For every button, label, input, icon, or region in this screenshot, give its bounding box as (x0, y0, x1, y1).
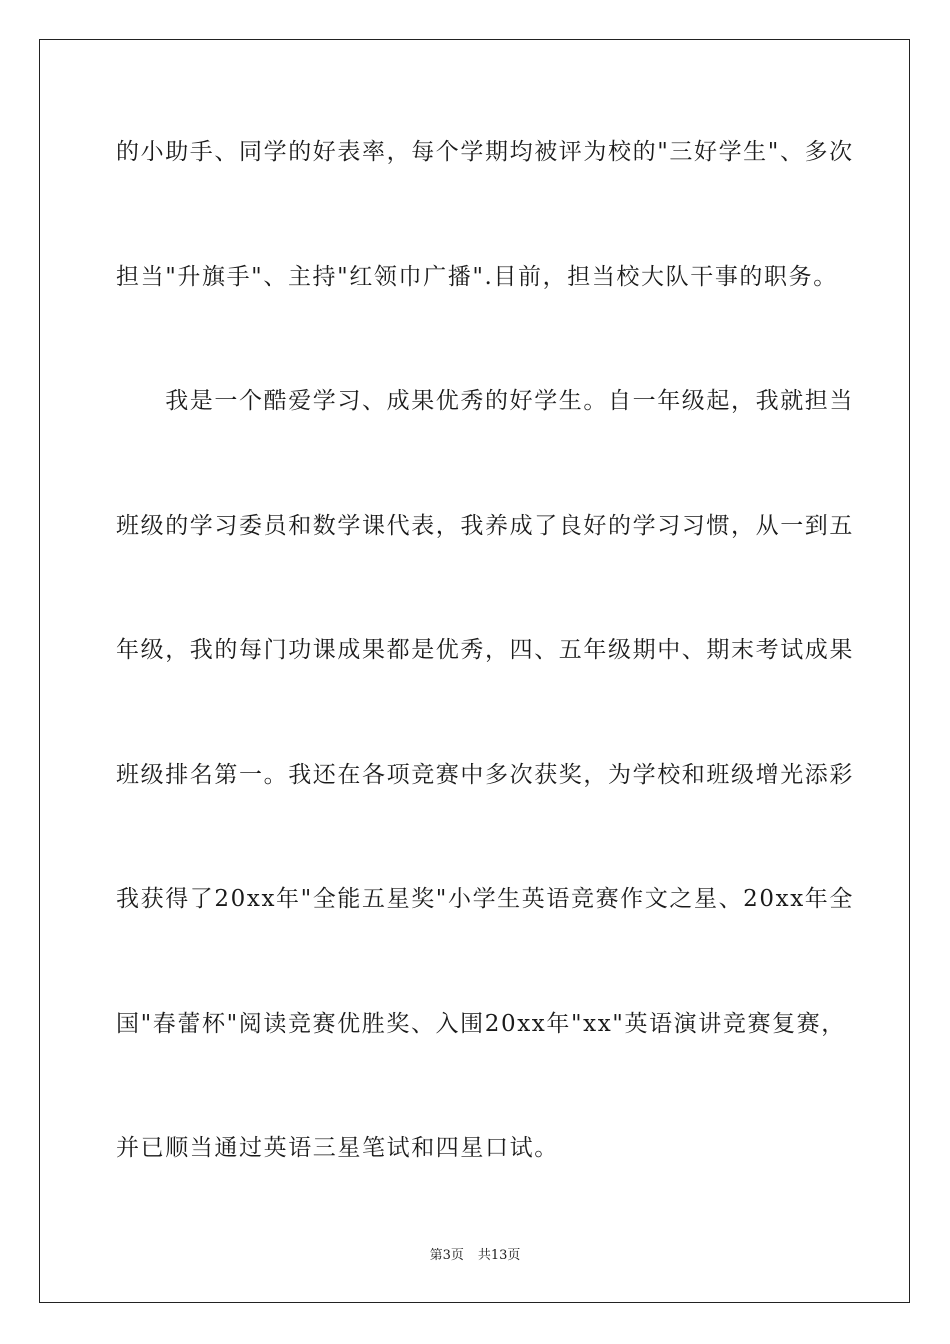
text-line-6: 班级排名第一。我还在各项竞赛中多次获奖，为学校和班级增光添彩 (116, 762, 854, 788)
text-line-9: 并已顺当通过英语三星笔试和四星口试。 (116, 1135, 559, 1161)
page-frame (39, 39, 910, 1303)
page-number: 第3页 (429, 1248, 464, 1263)
text-line-1: 的小助手、同学的好表率，每个学期均被评为校的"三好学生"、多次 (116, 139, 854, 165)
page-total: 共13页 (477, 1248, 521, 1263)
text-line-2: 担当"升旗手"、主持"红领巾广播".目前，担当校大队干事的职务。 (116, 264, 838, 290)
text-line-8: 国"春蕾杯"阅读竞赛优胜奖、入围20xx年"xx"英语演讲竞赛复赛， (116, 1011, 846, 1037)
text-line-3: 我是一个酷爱学习、成果优秀的好学生。自一年级起，我就担当 (116, 388, 854, 414)
page-footer (0, 1247, 950, 1265)
text-line-7: 我获得了20xx年"全能五星奖"小学生英语竞赛作文之星、20xx年全 (116, 886, 854, 912)
text-line-5: 年级，我的每门功课成果都是优秀，四、五年级期中、期末考试成果 (116, 637, 854, 663)
text-line-4: 班级的学习委员和数学课代表，我养成了良好的学习习惯，从一到五 (116, 513, 854, 539)
